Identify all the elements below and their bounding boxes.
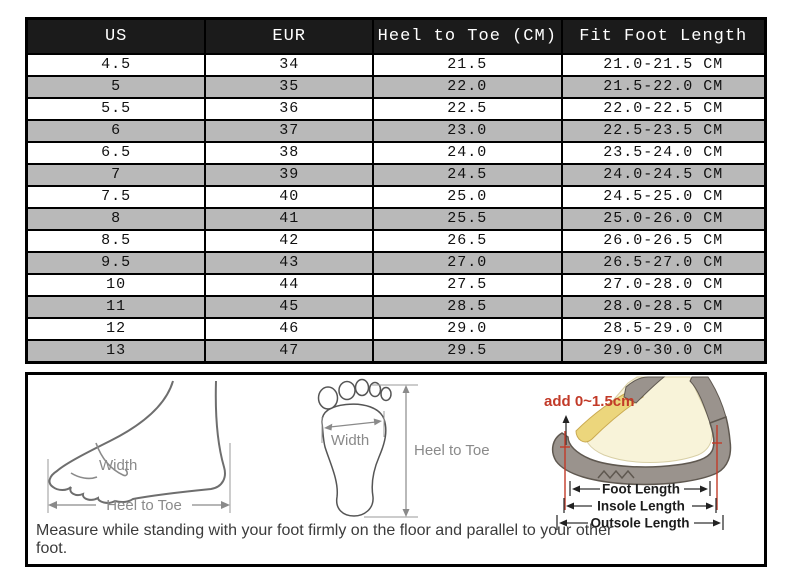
col-header-us: US [27, 19, 206, 55]
side-foot-width-label: Width [99, 457, 138, 474]
cell-eur: 41 [205, 208, 373, 230]
table-row [27, 186, 766, 208]
cell-fit: 22.0-22.5 CM [562, 98, 766, 120]
cell-us: 4.5 [27, 54, 206, 76]
cell-us: 8.5 [27, 230, 206, 252]
cell-fit: 22.5-23.5 CM [562, 120, 766, 142]
cell-us: 6 [27, 120, 206, 142]
cell-heel: 25.0 [373, 186, 561, 208]
header-row [27, 19, 766, 55]
table-row [27, 120, 766, 142]
cell-us: 7.5 [27, 186, 206, 208]
table-row [27, 318, 766, 340]
cell-eur: 42 [205, 230, 373, 252]
cell-us: 13 [27, 340, 206, 363]
cell-fit: 26.0-26.5 CM [562, 230, 766, 252]
cell-fit: 25.0-26.0 CM [562, 208, 766, 230]
cell-heel: 27.0 [373, 252, 561, 274]
table-row [27, 252, 766, 274]
table-row [27, 340, 766, 363]
cell-us: 5 [27, 76, 206, 98]
table-row [27, 296, 766, 318]
cell-fit: 23.5-24.0 CM [562, 142, 766, 164]
cell-us: 5.5 [27, 98, 206, 120]
add-allowance-label: add 0~1.5cm [544, 393, 635, 410]
cell-eur: 44 [205, 274, 373, 296]
table-row [27, 230, 766, 252]
cell-eur: 43 [205, 252, 373, 274]
cell-us: 7 [27, 164, 206, 186]
footprint-heel-to-toe-label: Heel to Toe [414, 442, 490, 459]
cell-eur: 35 [205, 76, 373, 98]
cell-fit: 28.0-28.5 CM [562, 296, 766, 318]
cell-us: 11 [27, 296, 206, 318]
cell-eur: 40 [205, 186, 373, 208]
size-table-header [27, 19, 766, 55]
table-row [27, 208, 766, 230]
side-foot-heel-to-toe-label: Heel to Toe [106, 497, 182, 514]
footprint-width-label: Width [330, 432, 370, 449]
cell-eur: 45 [205, 296, 373, 318]
size-table [25, 17, 767, 364]
cell-heel: 22.0 [373, 76, 561, 98]
footprint-diagram [314, 381, 522, 521]
cell-fit: 28.5-29.0 CM [562, 318, 766, 340]
table-row [27, 54, 766, 76]
cell-us: 12 [27, 318, 206, 340]
cell-heel: 28.5 [373, 296, 561, 318]
cell-fit: 24.5-25.0 CM [562, 186, 766, 208]
cell-eur: 39 [205, 164, 373, 186]
cell-fit: 21.5-22.0 CM [562, 76, 766, 98]
cell-fit: 21.0-21.5 CM [562, 54, 766, 76]
insole-length-label: Insole Length [597, 498, 685, 514]
table-row [27, 76, 766, 98]
cell-fit: 27.0-28.0 CM [562, 274, 766, 296]
cell-heel: 29.0 [373, 318, 561, 340]
cell-heel: 29.5 [373, 340, 561, 363]
cell-heel: 27.5 [373, 274, 561, 296]
cell-heel: 23.0 [373, 120, 561, 142]
cell-fit: 29.0-30.0 CM [562, 340, 766, 363]
measurement-note: Measure while standing with your foot firmly on the floor and parallel to your other foot. [36, 522, 613, 557]
cell-eur: 36 [205, 98, 373, 120]
foot-length-label: Foot Length [602, 481, 680, 497]
cell-heel: 21.5 [373, 54, 561, 76]
cell-heel: 26.5 [373, 230, 561, 252]
cell-us: 6.5 [27, 142, 206, 164]
cell-heel: 25.5 [373, 208, 561, 230]
side-foot-outline [50, 381, 225, 503]
table-row [27, 274, 766, 296]
col-header-heel-to-toe: Heel to Toe (CM) [373, 19, 561, 55]
side-foot-diagram [44, 381, 249, 527]
cell-us: 10 [27, 274, 206, 296]
table-row [27, 142, 766, 164]
cell-eur: 47 [205, 340, 373, 363]
cell-fit: 24.0-24.5 CM [562, 164, 766, 186]
table-row [27, 164, 766, 186]
cell-us: 9.5 [27, 252, 206, 274]
cell-eur: 34 [205, 54, 373, 76]
col-header-fit-foot-length: Fit Foot Length [562, 19, 766, 55]
outsole-length-label: Outsole Length [590, 515, 690, 531]
cell-eur: 37 [205, 120, 373, 142]
size-table-body [27, 54, 766, 363]
cell-heel: 24.5 [373, 164, 561, 186]
measurement-instructions-box [25, 372, 767, 567]
cell-eur: 38 [205, 142, 373, 164]
cell-eur: 46 [205, 318, 373, 340]
cell-us: 8 [27, 208, 206, 230]
cell-heel: 22.5 [373, 98, 561, 120]
col-header-eur: EUR [205, 19, 373, 55]
table-row [27, 98, 766, 120]
shoe-diagram [540, 375, 770, 535]
cell-fit: 26.5-27.0 CM [562, 252, 766, 274]
cell-heel: 24.0 [373, 142, 561, 164]
